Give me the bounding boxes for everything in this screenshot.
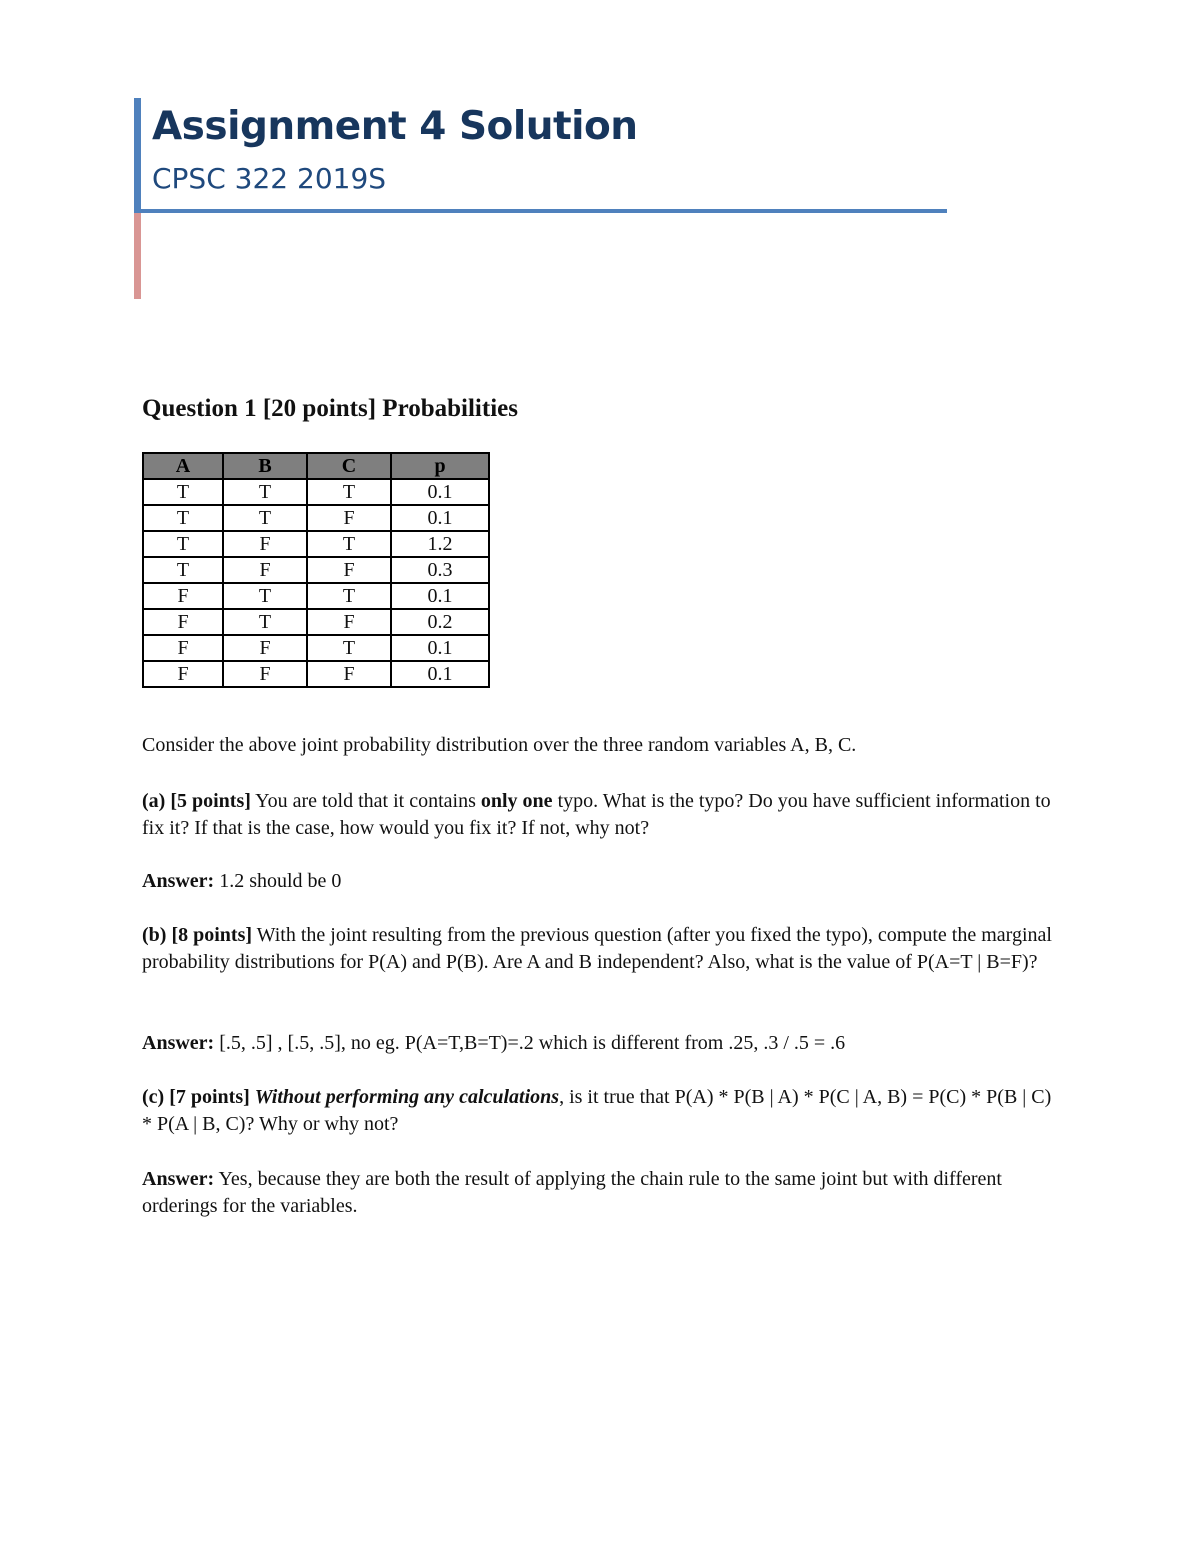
answer-text: [.5, .5] , [.5, .5], no eg. P(A=T,B=T)=.2 which is different from .25, .3 / .5 = .6 [214,1032,846,1054]
table-cell: 0.2 [391,609,489,635]
table-row [143,479,489,505]
part-a-text: typo. What is the typo? Do you have sufficient information to fix it? If that is the case, how would you fix it? If not, why not? [142,790,1051,839]
part-b-answer [142,1030,1062,1057]
table-cell: 0.1 [391,505,489,531]
part-a-text: You are told that it contains [250,790,481,812]
table-cell: T [223,505,307,531]
table-cell: F [307,557,391,583]
question-intro: Consider the above joint probability distribution over the three random variables A, B, C. [142,734,857,756]
table-cell: T [307,583,391,609]
table-cell: 0.1 [391,635,489,661]
part-a-answer [142,868,1062,895]
table-cell: T [307,479,391,505]
table-cell: F [143,661,223,687]
table-cell: F [143,609,223,635]
answer-text: Yes, because they are both the result of applying the chain rule to the same joint but with different orderings for the variables. [142,1168,1002,1217]
table-cell: F [143,635,223,661]
table-cell: 0.1 [391,479,489,505]
answer-label: Answer: [142,870,215,892]
part-c-text: , is it true that P(A) * P(B | A) * P(C | A, B) = P(C) * P(B | C) * P(A | B, C)? Why or why not? [142,1086,1052,1135]
question-heading: Question 1 [20 points] Probabilities [142,395,518,422]
table-cell: 0.1 [391,661,489,687]
table-row [143,531,489,557]
table-cell: T [143,557,223,583]
table-cell: F [307,661,391,687]
part-a-question [142,788,1062,842]
part-b-question [142,922,1062,976]
answer-text: 1.2 should be 0 [214,870,342,892]
part-a-emphasis: only one [480,790,553,812]
table-row [143,557,489,583]
joint-probability-table [142,452,490,688]
title-accent-bar-lower [134,213,141,299]
table-header-cell: A [143,453,223,479]
document-title: Assignment 4 Solution [152,104,638,149]
table-cell: F [307,505,391,531]
table-cell: F [223,557,307,583]
part-c-label: (c) [7 points] [142,1086,250,1108]
table-cell: T [223,583,307,609]
table-row [143,609,489,635]
part-b-text: With the joint resulting from the previous question (after you fixed the typo), compute the marginal probability distributions for P(A) and P(B). Are A and B independent? Also, what is the value of P(A=T | B=F)? [142,924,1052,973]
table-cell: 0.3 [391,557,489,583]
table-cell: 1.2 [391,531,489,557]
table-cell: F [223,635,307,661]
table-cell: 0.1 [391,583,489,609]
part-a-label: (a) [5 points] [142,790,251,812]
table-header-row [143,453,489,479]
part-c-emphasis: Without performing any calculations [254,1086,560,1108]
table-cell: F [223,531,307,557]
table-cell: T [307,531,391,557]
table-cell: F [307,609,391,635]
table-header-cell: p [391,453,489,479]
answer-label: Answer: [142,1032,215,1054]
table-cell: T [223,479,307,505]
title-accent-bar [134,98,141,213]
part-c-question [142,1084,1062,1138]
table-cell: F [143,583,223,609]
answer-label: Answer: [142,1168,215,1190]
part-b-label: (b) [8 points] [142,924,253,946]
table-row [143,583,489,609]
table-row [143,661,489,687]
table-row [143,505,489,531]
table-cell: F [223,661,307,687]
title-divider [141,209,947,213]
table-cell: T [143,505,223,531]
table-cell: T [143,479,223,505]
table-header-cell: C [307,453,391,479]
table-cell: T [143,531,223,557]
table-header-cell: B [223,453,307,479]
document-subtitle: CPSC 322 2019S [152,162,387,195]
part-c-answer [142,1166,1062,1220]
table-cell: T [223,609,307,635]
table-cell: T [307,635,391,661]
table-row [143,635,489,661]
